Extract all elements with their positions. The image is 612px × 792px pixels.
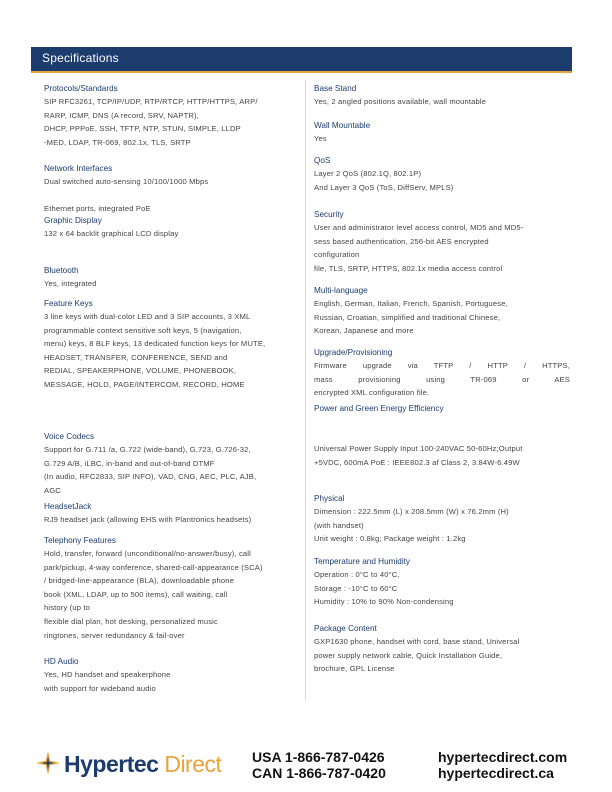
spec-line: Yes, integrated — [44, 279, 97, 288]
spec-line: Russian, Croatian, simplified and traditional Chinese, — [314, 312, 501, 322]
spec-line: park/pickup, 4-way conference, shared-call-appearance (SCA) — [44, 562, 263, 572]
spec-section — [44, 298, 296, 392]
spec-section — [314, 493, 570, 546]
spec-line: encrypted XML configuration file. — [314, 388, 430, 398]
spec-line: sess based authentication, 256-bit AES encrypted — [314, 236, 489, 246]
spec-section-body — [314, 95, 570, 109]
spec-section-body — [314, 568, 570, 609]
spec-section — [44, 83, 296, 149]
spec-section-body — [314, 132, 570, 146]
star-logo-icon — [36, 751, 60, 775]
spec-section-title: Base Stand — [314, 84, 357, 93]
spec-line: DHCP, PPPoE, SSH, TFTP, NTP, STUN, SIMPLE, LLDP — [44, 124, 241, 134]
spec-section-title: Upgrade/Provisioning — [314, 348, 393, 357]
spec-section-body — [44, 513, 296, 527]
spec-line — [44, 189, 296, 203]
spec-line: AGC — [44, 485, 61, 495]
spec-line: (with handset) — [314, 520, 364, 530]
spec-line: 3 line keys with dual-color LED and 3 SIP accounts, 3 XML — [44, 312, 251, 321]
spec-section-body — [44, 95, 296, 149]
spec-section — [44, 656, 296, 695]
spec-line: Korean, Japanese and more — [314, 326, 414, 336]
spec-line: book (XML, LDAP, up to 500 items), call waiting, call — [44, 589, 228, 599]
spec-line: +5VDC, 600mA PoE : IEEE802.3 af Class 2, 3.84W-6.49W — [314, 457, 520, 467]
spec-section-body — [314, 359, 570, 400]
spec-section-body — [314, 167, 570, 194]
spec-line: English, German, Italian, French, Spanish, Portuguese, — [314, 299, 508, 308]
spec-line — [314, 429, 570, 443]
spec-line: REDIAL, SPEAKERPHONE, VOLUME, PHONEBOOK, — [44, 366, 237, 376]
spec-section-body — [314, 415, 570, 469]
spec-line: Storage : -10°C to 60°C — [314, 583, 398, 593]
logo-light-text: Direct — [164, 751, 222, 777]
spec-section — [44, 535, 296, 642]
spec-section-title: Temperature and Humidity — [314, 557, 411, 566]
logo-wordmark — [64, 751, 221, 778]
spec-section-body — [44, 668, 296, 695]
spec-section-title: Bluetooth — [44, 266, 79, 275]
spec-line: Support for G.711 /a, G.722 (wide-band), G.723, G.726-32, — [44, 445, 251, 454]
spec-line: Layer 2 QoS (802.1Q, 802.1P) — [314, 169, 422, 178]
spec-section — [44, 215, 296, 241]
spec-line: G.729 A/B, iLBC, in-band and out-of-band DTMF — [44, 458, 215, 468]
phone-usa[interactable]: USA 1-866-787-0426 — [252, 749, 385, 765]
spec-section-body — [44, 227, 296, 241]
spec-section-title: Protocols/Standards — [44, 84, 118, 93]
spec-line: -MED, LDAP, TR-069, 802.1x, TLS, SRTP — [44, 137, 191, 147]
spec-section — [44, 431, 296, 497]
spec-line: Unit weight : 0.8kg; Package weight : 1.2kg — [314, 534, 466, 544]
spec-section — [44, 265, 296, 291]
spec-line: brochure, GPL License — [314, 664, 395, 674]
spec-line: Dimension : 222.5mm (L) x 208.5mm (W) x 76.2mm (H) — [314, 507, 509, 516]
website-ca[interactable]: hypertecdirect.ca — [438, 765, 554, 781]
spec-section-body — [44, 277, 296, 291]
spec-section — [314, 285, 570, 338]
spec-line: programmable context sensitive soft keys, 5 (navigation, — [44, 325, 242, 335]
spec-section-body — [314, 221, 570, 275]
spec-line: SIP RFC3261, TCP/IP/UDP, RTP/RTCP, HTTP/HTTPS, ARP/ — [44, 97, 258, 106]
spec-section — [314, 120, 570, 146]
spec-section-body — [314, 297, 570, 338]
spec-section-title: Package Content — [314, 624, 377, 633]
spec-section-body — [314, 635, 570, 676]
hypertec-logo[interactable] — [36, 750, 236, 782]
spec-line: Dual switched auto-sensing 10/100/1000 Mbps — [44, 177, 209, 186]
spec-line: RJ9 headset jack (allowing EHS with Plantronics headsets) — [44, 515, 252, 524]
spec-line: Operation : 0°C to 40°C, — [314, 570, 400, 579]
spec-section-title: Feature Keys — [44, 299, 93, 308]
spec-section — [314, 623, 570, 676]
spec-section-title: Physical — [314, 494, 345, 503]
spec-section-title: Network Interfaces — [44, 164, 113, 173]
spec-section-title: Security — [314, 210, 344, 219]
spec-section — [314, 209, 570, 275]
footer — [0, 740, 612, 792]
spec-line: (In audio, RFC2833, SIP INFO), VAD, CNG, AEC, PLC, AJB, — [44, 472, 257, 482]
spec-section-title: Voice Codecs — [44, 432, 95, 441]
spec-section-title: HD Audio — [44, 657, 79, 666]
spec-section-body — [44, 443, 296, 497]
spec-line: / bridged-line-appearance (BLA), downloadable phone — [44, 576, 235, 586]
websites — [438, 749, 567, 781]
spec-line: mass provisioning using TR-069 or AES — [314, 374, 570, 384]
spec-section — [314, 347, 570, 400]
page-title: Specifications — [42, 51, 119, 65]
spec-section-body — [44, 175, 296, 216]
spec-section-title: Multi-language — [314, 286, 368, 295]
spec-line: power supply network cable, Quick Installation Guide, — [314, 650, 503, 660]
spec-line: MESSAGE, HOLD, PAGE/INTERCOM, RECORD, HOME — [44, 379, 245, 389]
spec-line: configuration — [314, 250, 360, 260]
spec-section-body — [44, 547, 296, 642]
spec-line: with support for wideband audio — [44, 683, 156, 693]
spec-section — [314, 403, 570, 469]
spec-line: 132 x 64 backlit graphical LCD display — [44, 229, 179, 238]
spec-line: User and administrator level access control, MD5 and MD5- — [314, 223, 524, 232]
spec-section-title: QoS — [314, 156, 331, 165]
spec-line: Yes, 2 angled positions available, wall mountable — [314, 97, 487, 106]
phone-numbers — [252, 749, 386, 781]
spec-line: Hold, transfer, forward (unconditional/no-answer/busy), call — [44, 549, 251, 558]
spec-line: Yes — [314, 134, 327, 143]
spec-section — [314, 556, 570, 609]
spec-section-title: Telephony Features — [44, 536, 116, 545]
spec-line: menu) keys, 8 BLF keys, 13 dedicated function keys for MUTE, — [44, 339, 266, 349]
spec-section — [314, 83, 570, 109]
website-com[interactable]: hypertecdirect.com — [438, 749, 568, 765]
spec-section-body — [44, 310, 296, 392]
spec-line: Ethernet ports, integrated PoE — [44, 204, 151, 214]
spec-line: GXP1630 phone, handset with cord, base stand, Universal — [314, 637, 520, 646]
spec-line: Firmware upgrade via TFTP / HTTP / HTTPS, — [314, 361, 570, 370]
spec-line: Universal Power Supply Input 100-240VAC 50-60Hz;Output — [314, 444, 523, 454]
spec-line: flexible dial plan, hot desking, personalized music — [44, 616, 218, 626]
spec-section-body — [314, 505, 570, 546]
spec-section-title: HeadsetJack — [44, 502, 92, 511]
spec-line: file, TLS, SRTP, HTTPS, 802.1x media access control — [314, 263, 503, 273]
spec-section-title: Graphic Display — [44, 216, 102, 225]
spec-line: Humidity : 10% to 90% Non-condensing — [314, 597, 454, 607]
spec-line: And Layer 3 QoS (ToS, DiffServ, MPLS) — [314, 182, 454, 192]
spec-line: HEADSET, TRANSFER, CONFERENCE, SEND and — [44, 352, 228, 362]
spec-line — [314, 415, 570, 429]
column-divider — [305, 80, 306, 700]
spec-line: ringtones, server redundancy & fail-over — [44, 630, 185, 640]
logo-main-text: Hypertec — [64, 751, 159, 777]
spec-section — [44, 501, 296, 527]
spec-header-bar — [31, 47, 572, 71]
header-accent-line — [31, 71, 572, 73]
spec-section-title: Power and Green Energy Efficiency — [314, 404, 444, 413]
spec-section-title: Wall Mountable — [314, 121, 371, 130]
spec-line: Yes, HD handset and speakerphone — [44, 670, 171, 679]
spec-line: RARP, ICMP, DNS (A record, SRV, NAPTR), — [44, 110, 199, 120]
spec-section — [314, 155, 570, 194]
spec-section — [44, 163, 296, 216]
spec-line: history (up to — [44, 603, 90, 613]
phone-can[interactable]: CAN 1-866-787-0420 — [252, 765, 386, 781]
